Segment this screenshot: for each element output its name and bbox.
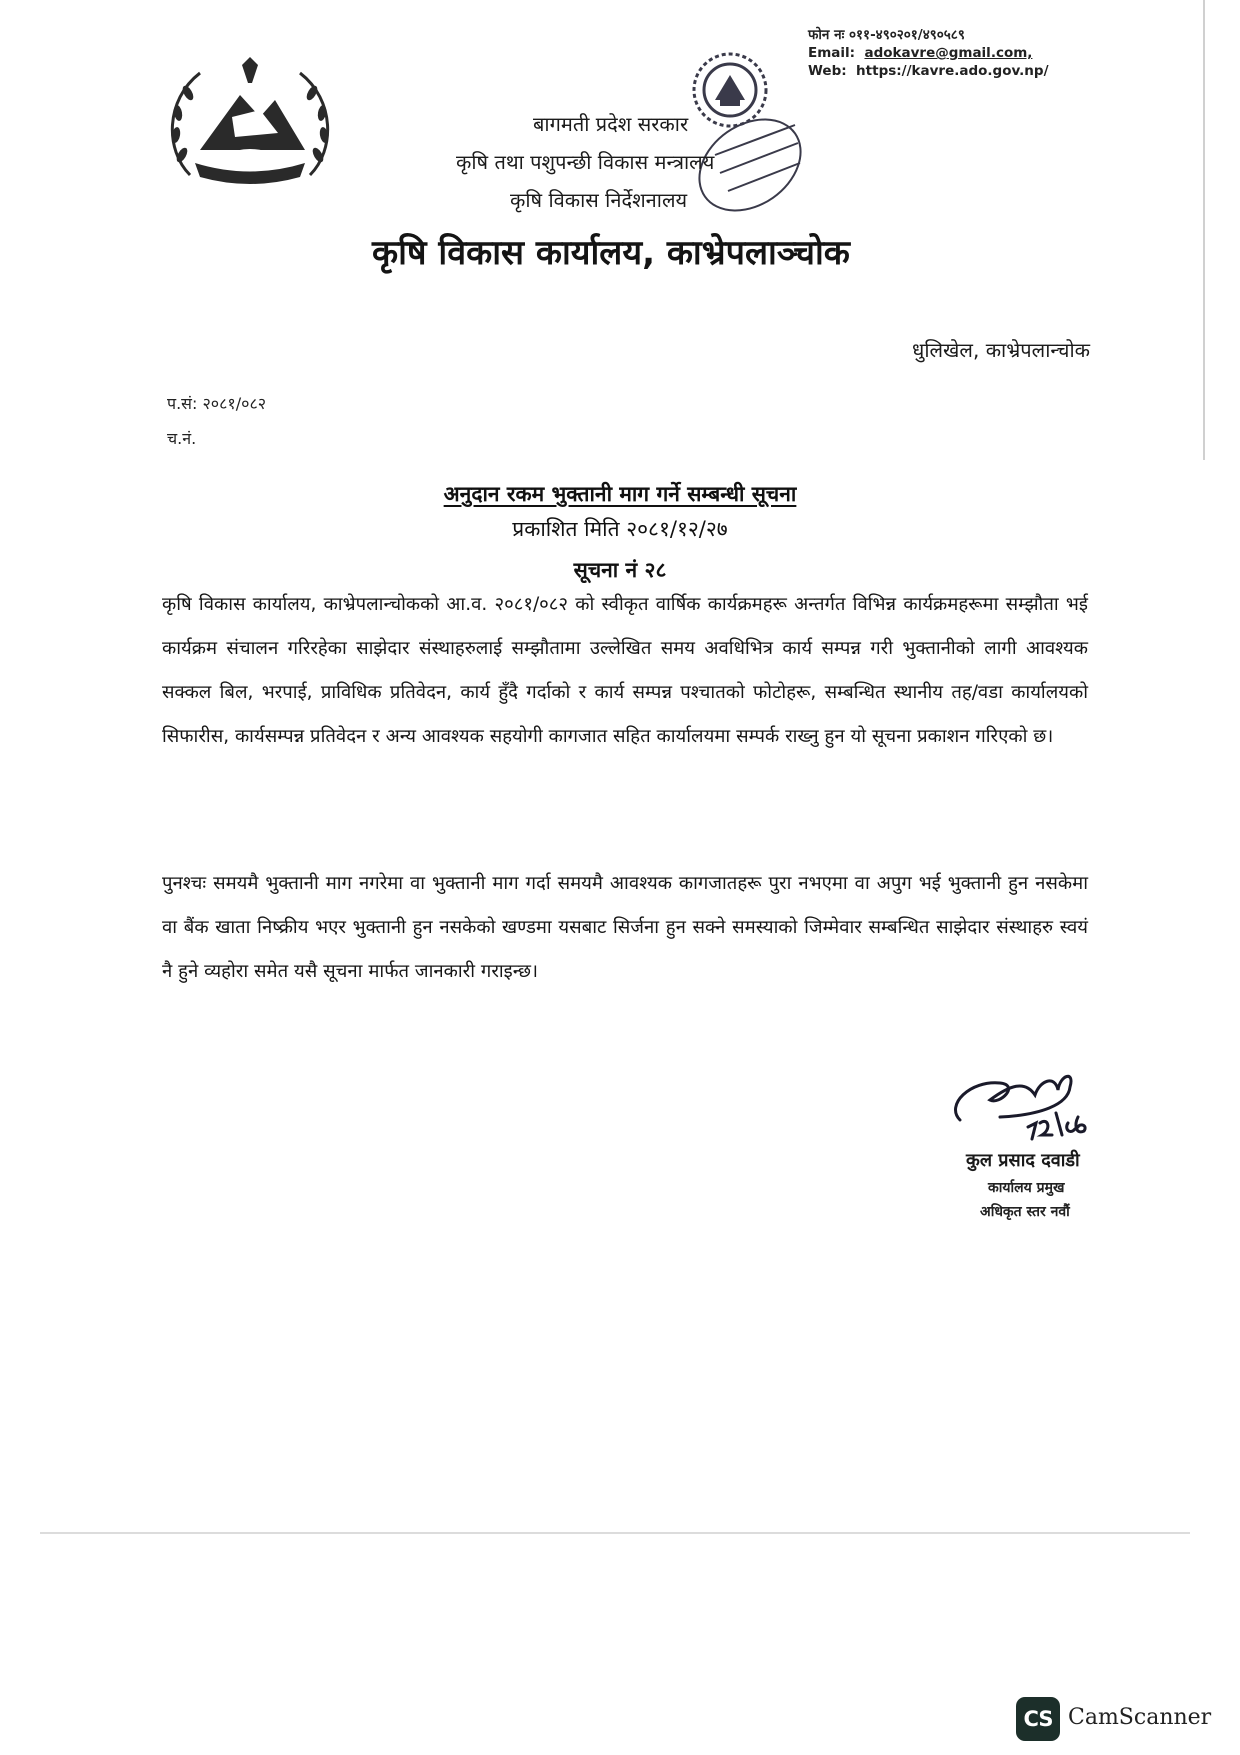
- email-label: Email:: [808, 45, 856, 61]
- office-title: कृषि विकास कार्यालय, काभ्रेपलाञ्चोक: [372, 233, 850, 273]
- phone-number: फोन नः ०११-४९०२०१/४९०५८९: [808, 27, 965, 43]
- published-date: प्रकाशित मिति २०८१/१२/२७: [512, 517, 728, 541]
- signatory-designation: कार्यालय प्रमुख: [988, 1180, 1065, 1196]
- email-link[interactable]: adokavre@gmail.com,: [864, 45, 1033, 61]
- signatory-rank: अधिकृत स्तर नवौं: [980, 1204, 1070, 1220]
- signatory-name: कुल प्रसाद दवाडी: [966, 1150, 1080, 1171]
- signature-icon: [940, 1065, 1110, 1155]
- notice-title-text: अनुदान रकम भुक्तानी माग गर्ने सम्बन्धी सूचना: [443, 482, 797, 506]
- office-location: धुलिखेल, काभ्रेपलान्चोक: [912, 338, 1090, 362]
- camscanner-watermark: CamScanner: [1068, 1705, 1212, 1730]
- contact-block: [808, 26, 1049, 80]
- body-paragraph-2: पुनश्चः समयमै भुक्तानी माग नगरेमा वा भुक्तानी माग गर्दा समयमै आवश्यक कागजातहरू पुरा नभएमा वा अपुग भई भुक्तानी हुन नसकेमा वा बैंक खाता निष्क्रीय भएर भुक्तानी हुन नसकेको खण्डमा यसबाट सिर्जना हुन सक्ने समस्याको जिम्मेवार सम्बन्धित साझेदार संस्थाहरु स्वयं नै हुने व्यहोरा समेत यसै सूचना मार्फत जानकारी गराइन्छ।: [162, 873, 1088, 982]
- reference-ps: प.सं: २०८१/०८२: [167, 394, 267, 413]
- reference-cn: च.नं.: [167, 429, 197, 448]
- header-ministry: कृषि तथा पशुपन्छी विकास मन्त्रालय: [456, 150, 715, 174]
- web-link[interactable]: https://kavre.ado.gov.np/: [856, 63, 1049, 79]
- page-edge: [40, 1532, 1190, 1534]
- web-label: Web:: [808, 63, 847, 79]
- page-edge: [1203, 0, 1205, 460]
- notice-number: सूचना नं २८: [573, 558, 667, 582]
- office-stamp-icon: [680, 45, 820, 220]
- notice-title: [0, 480, 1240, 508]
- header-province: बागमती प्रदेश सरकार: [533, 112, 689, 136]
- camscanner-logo-icon: CS: [1016, 1697, 1060, 1741]
- nepal-emblem-icon: [160, 55, 340, 195]
- header-directorate: कृषि विकास निर्देशनालय: [510, 188, 688, 212]
- body-paragraph-1: कृषि विकास कार्यालय, काभ्रेपलान्चोकको आ.व. २०८१/०८२ को स्वीकृत वार्षिक कार्यक्रमहरू अन्तर्गत विभिन्न कार्यक्रमहरूमा सम्झौता भई कार्यक्रम संचालन गरिरहेका साझेदार संस्थाहरुलाई सम्झौतामा उल्लेखित समय अवधिभित्र कार्य सम्पन्न गरी भुक्तानीको लागी आवश्यक सक्कल बिल, भरपाई, प्राविधिक प्रतिवेदन, कार्य हुँदै गर्दाको र कार्य सम्पन्न पश्चातको फोटोहरू, सम्बन्धित स्थानीय तह/वडा कार्यालयको सिफारीस, कार्यसम्पन्न प्रतिवेदन र अन्य आवश्यक सहयोगी कागजात सहित कार्यालयमा सम्पर्क राख्नु हुन यो सूचना प्रकाशन गरिएको छ।: [162, 594, 1088, 747]
